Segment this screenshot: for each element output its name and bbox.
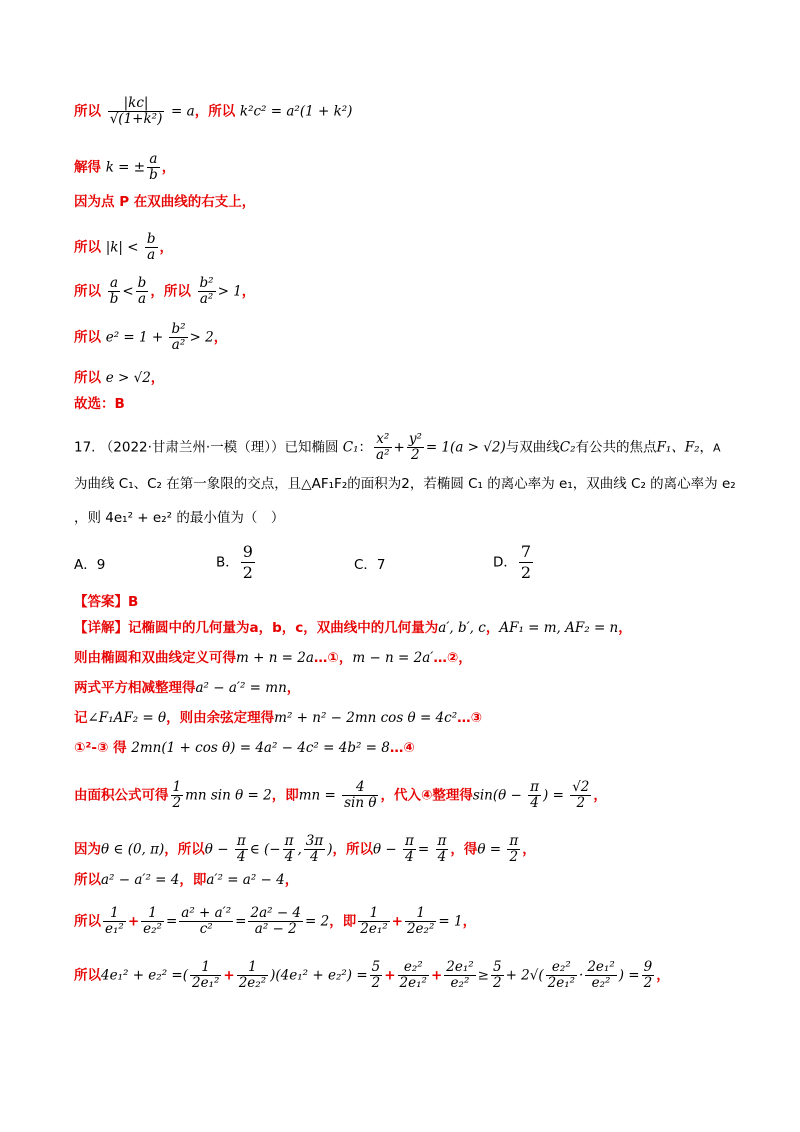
fraction: $\frac{1}{2}$ xyxy=(172,779,182,811)
fraction: $\frac{1}{\text{e₂²}}$ xyxy=(143,905,162,937)
fraction: $\frac{\text{e₂²}}{\text{2e₁²}}$ xyxy=(399,959,427,991)
final-choice: 故选：B xyxy=(74,396,125,412)
detail-line-8: 所以a² − a′² = 4，即a′² = a² − 4， xyxy=(74,872,299,888)
option-b[interactable]: B． $\frac{9}{2}$ xyxy=(216,542,253,582)
fraction: $\frac{\pi}{4}$ xyxy=(284,833,294,865)
fraction: $\frac{a}{b}$ xyxy=(109,275,119,307)
solution-line-4: 所以 |k| < $\frac{b}{a}$ ， xyxy=(74,231,174,263)
fraction: $\frac{7}{2}$ xyxy=(520,542,532,582)
fraction: $\frac{\text{y²}}{2}$ xyxy=(408,431,422,463)
fraction: $\frac{3\pi}{4}$ xyxy=(305,833,324,865)
detail-line-4: 记∠F₁AF₂ = θ，则由余弦定理得m² + n² − 2mn cos θ = 4c²…③ xyxy=(74,710,483,726)
fraction: $\frac{√2}{2}$ xyxy=(572,779,590,811)
problem-17-line-2: 为曲线 C₁、C₂ 在第一象限的交点，且△AF₁F₂的面积为2，若椭圆 C₁ 的离心率为 e₁，双曲线 C₂ 的离心率为 e₂ xyxy=(74,476,736,492)
fraction: $\frac{1}{\text{2e₁²}}$ xyxy=(360,905,388,937)
fraction: $\frac{\text{b²}}{\text{a²}}$ xyxy=(199,275,214,307)
solution-line-2: 解得 k = ± $\frac{a}{b}$ ， xyxy=(74,151,176,183)
fraction: $\frac{\pi}{4}$ xyxy=(437,833,447,865)
fraction: $\frac{a}{b}$ xyxy=(149,151,158,183)
detail-line-2: 则由椭圆和双曲线定义可得m + n = 2a…①，m − n = 2a′…②， xyxy=(74,650,472,666)
answer-label: 【答案】B xyxy=(74,594,139,610)
problem-17-line-3: ，则 4e₁² + e₂² 的最小值为（ ） xyxy=(74,510,285,526)
fraction: $\frac{\pi}{4}$ xyxy=(236,833,246,865)
fraction: $\frac{\pi}{2}$ xyxy=(509,833,519,865)
fraction: $\frac{\text{a² + a′²}}{\text{c²}}$ xyxy=(181,905,232,937)
solution-line-1: 所以 $\frac{|kc|}{\text{√(1+k²)}}$ = a，所以 k²c² = a²(1 + k²) xyxy=(74,95,353,127)
solution-line-6: 所以 e² = 1 + $\frac{\text{b²}}{\text{a²}}$ > 2， xyxy=(74,321,228,353)
fraction: $\frac{\text{2a² − 4}}{\text{a² − 2}}$ xyxy=(250,905,302,937)
fraction: $\frac{1}{\text{2e₁²}}$ xyxy=(192,959,220,991)
solution-line-5: 所以 $\frac{a}{b}$ < $\frac{b}{a}$ ，所以 $\frac{\text{b²}}{\text{a²}}$ > 1， xyxy=(74,275,256,307)
fraction: $\frac{b}{a}$ xyxy=(137,275,147,307)
fraction: $\frac{|kc|}{\text{√(1+k²)}}$ xyxy=(109,95,163,127)
detail-line-6: 由面积公式可得 $\frac{1}{2}$ mn sin θ = 2，即mn = $\frac{4}{\text{sin θ}}$ ，代入④整理得sin(θ − $\frac{\pi}{4}$ ) = $\frac{√2}{2}$ ， xyxy=(74,779,607,811)
fraction: $\frac{\pi}{4}$ xyxy=(405,833,414,865)
problem-17-line-1: 17. （2022·甘肃兰州·一模（理））已知椭圆 C₁： $\frac{\text{x²}}{\text{a²}}$ + $\frac{\text{y²}}{2}$ = 1(a > √2)与双曲线C₂有公共的焦点F₁、F₂，A xyxy=(74,431,721,463)
detail-line-7: 因为θ ∈ (0, π)，所以θ − $\frac{\pi}{4}$ ∈ (− $\frac{\pi}{4}$ , $\frac{3\pi}{4}$ )，所以θ − $\frac{\pi}{4}$ = $\frac{\pi}{4}$ ，得θ = $\frac{\pi}{2}$ ， xyxy=(74,833,536,865)
detail-line-5: ①²-③ 得 2mn(1 + cos θ) = 4a² − 4c² = 4b² = 8…④ xyxy=(74,740,415,756)
fraction: $\frac{b}{a}$ xyxy=(146,231,156,263)
fraction: $\frac{5}{2}$ xyxy=(371,959,381,991)
fraction: $\frac{1}{\text{e₁²}}$ xyxy=(105,905,124,937)
detail-line-9: 所以 $\frac{1}{\text{e₁²}}$ + $\frac{1}{\text{e₂²}}$ = $\frac{\text{a² + a′²}}{\text{c²}}$ = $\frac{\text{2a² − 4}}{\text{a² − 2}}$ = 2，即 $\frac{1}{\text{2e₁²}}$ + $\frac{1}{\text{2e₂²}}$ = 1， xyxy=(74,905,477,937)
fraction: $\frac{9}{2}$ xyxy=(643,959,653,991)
fraction: $\frac{9}{2}$ xyxy=(242,542,253,582)
detail-line-3: 两式平方相减整理得a² − a′² = mn， xyxy=(74,680,301,696)
fraction: $\frac{\pi}{4}$ xyxy=(530,779,540,811)
fraction: $\frac{1}{\text{2e₂²}}$ xyxy=(406,905,435,937)
solution-line-3: 因为点 P 在双曲线的右支上， xyxy=(74,194,256,210)
fraction: $\frac{5}{2}$ xyxy=(492,959,502,991)
fraction: $\frac{\text{2e₁²}}{\text{e₂²}}$ xyxy=(587,959,615,991)
detail-line-1: 【详解】记椭圆中的几何量为a，b，c，双曲线中的几何量为a′, b′, c，AF₁ = m, AF₂ = n， xyxy=(74,620,632,636)
solution-line-7: 所以 e > √2， xyxy=(74,370,165,386)
fraction: $\frac{\text{e₂²}}{\text{2e₁²}}$ xyxy=(547,959,576,991)
fraction: $\frac{1}{\text{2e₂²}}$ xyxy=(238,959,267,991)
fraction: $\frac{\text{x²}}{\text{a²}}$ xyxy=(376,431,390,463)
fraction: $\frac{\text{b²}}{\text{a²}}$ xyxy=(171,321,186,353)
fraction: $\frac{\text{2e₁²}}{\text{e₂²}}$ xyxy=(446,959,474,991)
option-c[interactable]: C．7 xyxy=(354,557,386,573)
fraction: $\frac{4}{\text{sin θ}}$ xyxy=(344,779,377,811)
option-d[interactable]: D． $\frac{7}{2}$ xyxy=(493,542,532,582)
option-a[interactable]: A．9 xyxy=(74,557,106,573)
detail-line-10: 所以4e₁² + e₂² =( $\frac{1}{\text{2e₁²}}$ + $\frac{1}{\text{2e₂²}}$ )(4e₁² + e₂²) = $\frac{5}{2}$ + $\frac{\text{e₂²}}{\text{2e₁²}}$ + $\frac{\text{2e₁²}}{\text{e₂²}}$ ≥ $\frac{5}{2}$ + 2√( $\frac{\text{e₂²}}{\text{2e₁²}}$ · $\frac{\text{2e₁²}}{\text{e₂²}}$ ) = $\frac{9}{2}$ ， xyxy=(74,959,670,991)
